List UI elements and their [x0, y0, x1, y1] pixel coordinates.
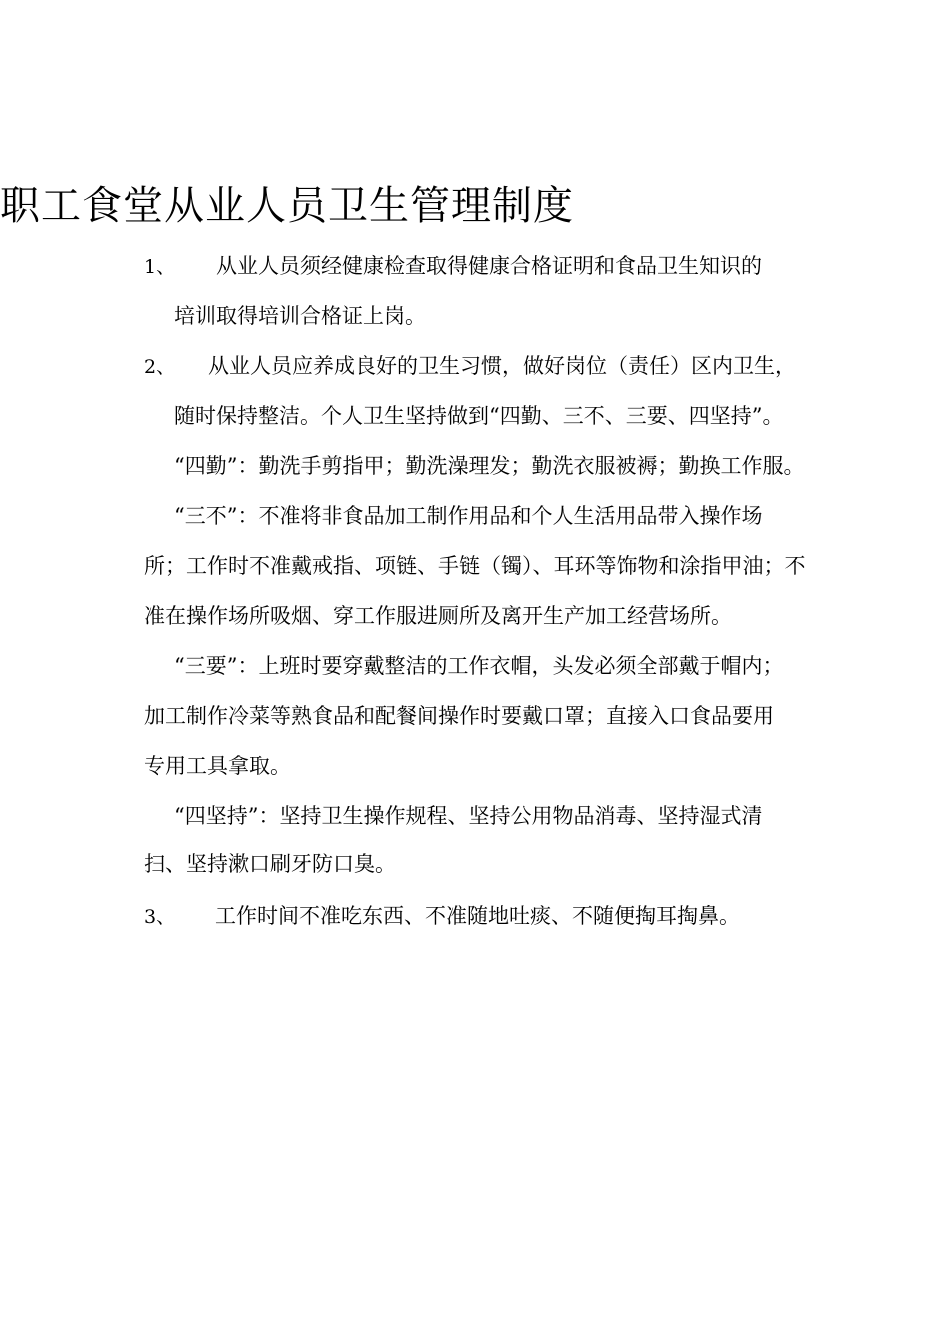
item-1-line-1: 从业人员须经健康检查取得健康合格证明和食品卫生知识的: [216, 254, 762, 278]
item-2-line-7: “三要”：上班时要穿戴整洁的工作衣帽，头发必须全部戴于帽内；: [174, 654, 784, 678]
item-2-line-8: 加工制作冷菜等熟食品和配餐间操作时要戴口罩；直接入口食品要用: [144, 704, 774, 728]
item-3-number: 3、: [144, 906, 176, 928]
item-1-number: 1、: [144, 256, 176, 278]
item-2-line-2: 随时保持整洁。个人卫生坚持做到“四勤、三不、三要、四坚持”。: [174, 404, 784, 428]
document-title: 职工食堂从业人员卫生管理制度: [0, 183, 574, 229]
item-3-line-1: 工作时间不准吃东西、不准随地吐痰、不随便掏耳掏鼻。: [215, 904, 740, 928]
item-1-line-2: 培训取得培训合格证上岗。: [174, 304, 426, 328]
item-2-line-4: “三不”：不准将非食品加工制作用品和个人生活用品带入操作场: [174, 504, 763, 528]
item-2-number: 2、: [144, 356, 176, 378]
item-2-line-3: “四勤”：勤洗手剪指甲；勤洗澡理发；勤洗衣服被褥；勤换工作服。: [174, 454, 805, 478]
item-2-line-9: 专用工具拿取。: [144, 754, 291, 778]
item-2-line-11: 扫、坚持漱口刷牙防口臭。: [144, 852, 396, 876]
item-2-line-1: 从业人员应养成良好的卫生习惯，做好岗位（责任）区内卫生，: [208, 354, 796, 378]
item-2-line-10: “四坚持”：坚持卫生操作规程、坚持公用物品消毒、坚持湿式清: [174, 804, 763, 828]
item-2-line-6: 准在操作场所吸烟、穿工作服进厕所及离开生产加工经营场所。: [144, 604, 732, 628]
item-2-line-5: 所；工作时不准戴戒指、项链、手链（镯）、耳环等饰物和涂指甲油；不: [144, 554, 806, 578]
